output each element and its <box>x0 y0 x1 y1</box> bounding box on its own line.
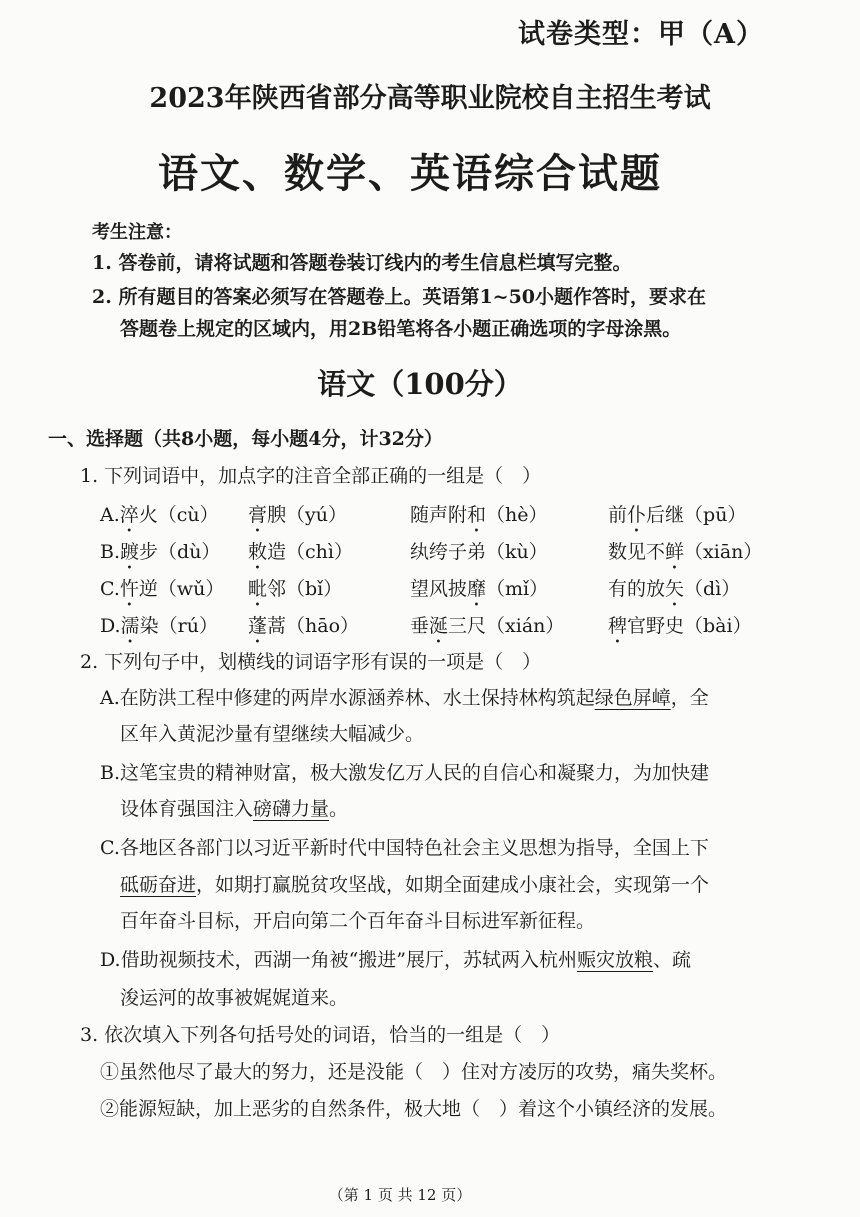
q1-option-b-word4: 数见不鲜（xiān） <box>608 541 763 563</box>
q1-option-d: D.濡染（rú） <box>100 615 218 637</box>
exam-title: 2023年陕西省部分高等职业院校自主招生考试 <box>149 83 711 114</box>
underlined-term: 赈灾放粮 <box>577 949 654 971</box>
q1-option-a-word3: 随声附和（hè） <box>410 504 548 526</box>
q2-option-b-cont: 设体育强国注入磅礴力量。 <box>120 798 349 820</box>
q1-option-b-word3: 纨绔子弟（kù） <box>410 541 548 563</box>
q2-option-a-cont: 区年入黄泥沙量有望继续大幅减少。 <box>120 723 425 745</box>
q2-option-d: D.借助视频技术，西湖一角被“搬进”展厅，苏轼两入杭州赈灾放粮、疏 <box>100 949 692 971</box>
paper-type-label: 试卷类型：甲（A） <box>518 19 764 50</box>
q3-sentence-1: ①虽然他尽了最大的努力，还是没能（ ）住对方凌厉的攻势，痛失奖杯。 <box>100 1061 728 1083</box>
q2-option-c-cont2: 百年奋斗目标，开启向第二个百年奋斗目标进军新征程。 <box>120 910 596 932</box>
question-3-stem: 3. 依次填入下列各句括号处的词语，恰当的一组是（ ） <box>80 1024 561 1046</box>
q1-option-d-word2: 蓬蒿（hāo） <box>248 615 360 637</box>
notice-item-2: 2. 所有题目的答案必须写在答题卷上。英语第1~50小题作答时，要求在 <box>92 286 707 308</box>
q2-option-c-cont: 砥砺奋进，如期打赢脱贫攻坚战，如期全面建成小康社会，实现第一个 <box>120 874 710 896</box>
q1-option-b-word2: 敕造（chì） <box>248 541 353 563</box>
question-1-stem: 1. 下列词语中，加点字的注音全部正确的一组是（ ） <box>80 465 542 487</box>
underlined-term: 绿色屏嶂 <box>594 687 671 709</box>
notice-item-2-cont: 答题卷上规定的区域内，用2B铅笔将各小题正确选项的字母涂黑。 <box>120 318 682 340</box>
q1-option-a-word4: 前仆后继（pū） <box>608 504 747 526</box>
q2-option-c: C.各地区各部门以习近平新时代中国特色社会主义思想为指导，全国上下 <box>100 837 709 859</box>
underlined-term: 砥砺奋进 <box>120 874 197 896</box>
notice-heading: 考生注意： <box>92 222 182 243</box>
part-heading: 一、选择题（共8小题，每小题4分，计32分） <box>48 428 443 450</box>
q1-option-c-word4: 有的放矢（dì） <box>608 578 741 600</box>
q1-option-c: C.忤逆（wǔ） <box>100 578 225 600</box>
notice-item-1: 1. 答卷前，请将试题和答题卷装订线内的考生信息栏填写完整。 <box>92 252 632 274</box>
q2-option-a: A.在防洪工程中修建的两岸水源涵养林、水土保持林构筑起绿色屏嶂，全 <box>100 687 709 709</box>
underlined-term: 磅礴力量 <box>253 798 330 820</box>
q2-option-d-cont: 浚运河的故事被娓娓道来。 <box>120 987 349 1009</box>
q3-sentence-2: ②能源短缺，加上恶劣的自然条件，极大地（ ）着这个小镇经济的发展。 <box>100 1098 728 1120</box>
q1-option-c-word3: 望风披靡（mǐ） <box>410 578 549 600</box>
q1-option-d-word4: 稗官野史（bài） <box>608 615 752 637</box>
q1-option-d-word3: 垂涎三尺（xián） <box>410 615 565 637</box>
q1-option-a-word2: 膏腴（yú） <box>248 504 347 526</box>
section-title: 语文（100分） <box>317 367 523 401</box>
question-2-stem: 2. 下列句子中，划横线的词语字形有误的一项是（ ） <box>80 651 542 673</box>
q2-option-b: B.这笔宝贵的精神财富，极大激发亿万人民的自信心和凝聚力，为加快建 <box>100 762 710 784</box>
q1-option-c-word2: 毗邻（bǐ） <box>248 578 343 600</box>
q1-option-b: B.踱步（dù） <box>100 541 221 563</box>
q1-option-a: A.淬火（cù） <box>100 504 219 526</box>
page-footer: （第 1 页 共 12 页） <box>328 1186 472 1204</box>
page-title: 语文、数学、英语综合试题 <box>158 150 662 197</box>
